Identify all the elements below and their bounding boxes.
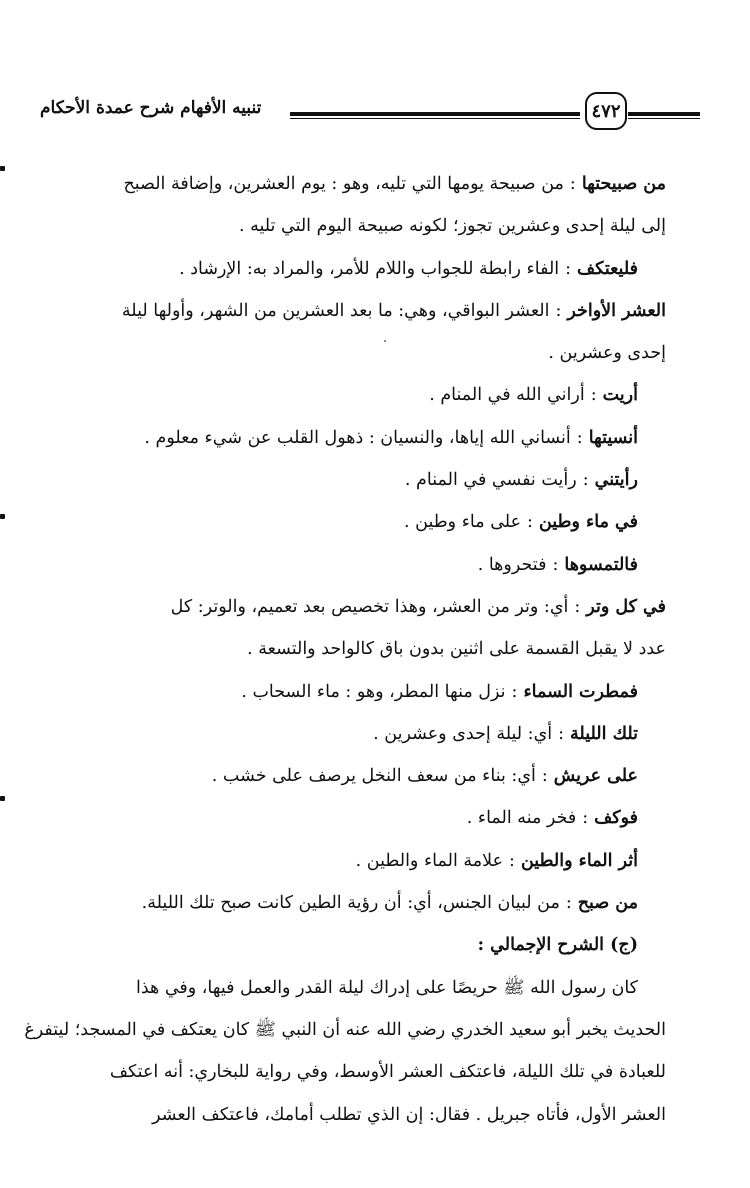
continuation-text: إلى ليلة إحدى وعشرين تجوز؛ لكونه صبيحة اليوم التي تليه . xyxy=(238,216,666,237)
glossary-definition: علامة الماء والطين . xyxy=(355,850,504,871)
glossary-definition: من صبيحة يومها التي تليه، وهو : يوم العشرين، وإضافة الصبح xyxy=(123,174,564,194)
glossary-term: أثر الماء والطين xyxy=(520,850,638,871)
text-line-9: في ماء وطين:على ماء وطين . xyxy=(404,512,638,533)
glossary-definition: العشر البواقي، وهي: ما بعد العشرين من الشهر، وأولها ليلة xyxy=(121,300,550,321)
glossary-term: أنسيتها xyxy=(588,427,638,448)
glossary-term: في كل وتر xyxy=(586,596,666,617)
glossary-term: أريت xyxy=(602,385,638,406)
text-line-13: فمطرت السماء:نزل منها المطر، وهو : ماء السحاب . xyxy=(241,681,638,702)
text-line-2 xyxy=(44,205,666,247)
glossary-term: العشر الأواخر xyxy=(567,300,666,321)
text-line-14: تلك الليلة:أي: ليلة إحدى وعشرين . xyxy=(373,723,638,744)
text-line-5 xyxy=(44,332,666,374)
glossary-term: من صبيحتها xyxy=(581,174,666,194)
scan-speck xyxy=(384,340,386,342)
glossary-term: تلك الليلة xyxy=(570,723,638,744)
glossary-definition: فخر منه الماء . xyxy=(466,808,577,829)
text-line-10: فالتمسوها:فتحروها . xyxy=(477,554,638,575)
glossary-term: في ماء وطين xyxy=(538,512,638,533)
page-header xyxy=(40,92,700,132)
glossary-definition: أي: بناء من سعف النخل يرصف على خشب . xyxy=(211,766,536,787)
margin-mark-top xyxy=(0,166,5,171)
page-content xyxy=(24,163,666,1136)
glossary-term: فالتمسوها xyxy=(564,554,638,575)
text-line-18: من صبح:من لبيان الجنس، أي: أن رؤية الطين كانت صبح تلك الليلة. xyxy=(141,893,638,914)
text-line-7: أنسيتها:أنساني الله إياها، والنسيان : ذهول القلب عن شيء معلوم . xyxy=(144,427,638,448)
glossary-definition: من لبيان الجنس، أي: أن رؤية الطين كانت صبح تلك الليلة. xyxy=(141,893,560,914)
book-title: تنبيه الأفهام شرح عمدة الأحكام xyxy=(40,98,262,118)
text-line-1: من صبيحتها:من صبيحة يومها التي تليه، وهو : يوم العشرين، وإضافة الصبح xyxy=(123,174,666,194)
glossary-term: فمطرت السماء xyxy=(523,681,638,702)
text-line-15: على عريش:أي: بناء من سعف النخل يرصف على خشب . xyxy=(211,766,638,787)
text-line-12 xyxy=(44,628,666,670)
glossary-definition: أي: ليلة إحدى وعشرين . xyxy=(373,723,553,744)
margin-mark-lower xyxy=(0,796,5,801)
text-line-4: العشر الأواخر:العشر البواقي، وهي: ما بعد العشرين من الشهر، وأولها ليلة xyxy=(121,300,666,321)
glossary-term: رأيتني xyxy=(594,470,638,491)
header-rule-right xyxy=(628,112,700,119)
glossary-term: من صبح xyxy=(577,893,638,914)
paragraph-line-2: الحديث يخبر أبو سعيد الخدري رضي الله عنه أن النبي ﷺ كان يعتكف في المسجد؛ ليتفرغ xyxy=(24,1019,666,1040)
glossary-definition: أي: وتر من العشر، وهذا تخصيص بعد تعميم، والوتر: كل xyxy=(170,596,569,617)
continuation-text: عدد لا يقبل القسمة على اثنين بدون باق كالواحد والتسعة . xyxy=(247,639,666,660)
glossary-definition: الفاء رابطة للجواب واللام للأمر، والمراد به: الإرشاد . xyxy=(179,258,560,279)
section-heading: (ج) الشرح الإجمالي : xyxy=(477,935,638,956)
text-line-8: رأيتني:رأيت نفسي في المنام . xyxy=(404,470,638,491)
glossary-definition: فتحروها . xyxy=(477,554,547,575)
text-line-17: أثر الماء والطين:علامة الماء والطين . xyxy=(355,850,638,871)
header-rule-left xyxy=(290,112,580,119)
margin-mark-middle xyxy=(0,514,5,519)
paragraph-line-4: العشر الأول، فأتاه جبريل . فقال: إن الذي تطلب أمامك، فاعتكف العشر xyxy=(152,1104,666,1125)
glossary-definition: رأيت نفسي في المنام . xyxy=(404,470,577,491)
glossary-definition: نزل منها المطر، وهو : ماء السحاب . xyxy=(241,681,506,702)
page-number: ٤٧٢ xyxy=(585,92,627,130)
glossary-definition: أراني الله في المنام . xyxy=(429,385,585,406)
glossary-definition: على ماء وطين . xyxy=(404,512,522,533)
text-line-16: فوكف:فخر منه الماء . xyxy=(466,808,638,829)
paragraph-line-1: كان رسول الله ﷺ حريصًا على إدراك ليلة القدر والعمل فيها، وفي هذا xyxy=(135,977,638,998)
text-line-3: فليعتكف:الفاء رابطة للجواب واللام للأمر، والمراد به: الإرشاد . xyxy=(179,258,638,279)
paragraph-line-3: للعبادة في تلك الليلة، فاعتكف العشر الأوسط، وفي رواية للبخاري: أنه اعتكف xyxy=(109,1062,666,1083)
text-line-11: في كل وتر:أي: وتر من العشر، وهذا تخصيص بعد تعميم، والوتر: كل xyxy=(170,596,666,617)
glossary-term: فوكف xyxy=(594,808,638,829)
glossary-term: على عريش xyxy=(553,766,638,787)
text-line-6: أريت:أراني الله في المنام . xyxy=(429,385,638,406)
continuation-text: إحدى وعشرين . xyxy=(548,343,666,364)
glossary-term: فليعتكف xyxy=(577,258,638,279)
glossary-definition: أنساني الله إياها، والنسيان : ذهول القلب عن شيء معلوم . xyxy=(144,427,571,448)
